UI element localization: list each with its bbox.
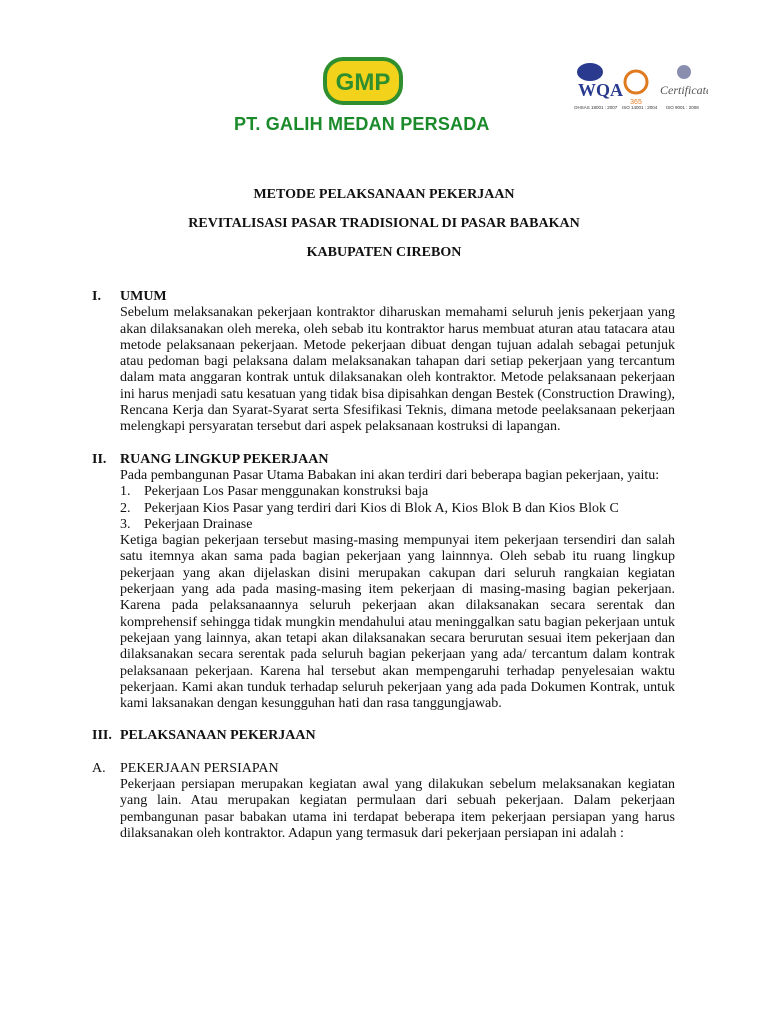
- globe-icon: [577, 63, 603, 81]
- list-text: Pekerjaan Kios Pasar yang terdiri dari Kios di Blok A, Kios Blok B dan Kios Blok C: [144, 500, 619, 516]
- cert-badge-number: 365: [630, 99, 642, 106]
- title-line-2: REVITALISASI PASAR TRADISIONAL DI PASAR BABAKAN: [188, 216, 580, 231]
- list-item: [120, 484, 675, 500]
- cert-badge-icon: [625, 71, 647, 93]
- list-text: Pekerjaan Drainase: [144, 516, 253, 532]
- section-ruang-paragraph: Ketiga bagian pekerjaan tersebut masing-masing mempunyai item pekerjaan tersendiri dan salah satu itemnya akan sama pada bagian pekerjaan yang lainnnya. Oleh sebab itu ruang lingkup pekerjaan yang akan dijelaskan disini merupakan cakupan dari seluruh rangkaian kegiatan pekerjaan yang ada pada masing-masing item pekerjaan di masing-masing bagian pekerjaan. Karena pada pelaksanaannya seluruh pekerjaan akan dilaksanakan secara serentak dan komprehensif sehingga tidak mungkin mendahului atau meninggalkan satu bagian pekerjaan untuk pekejaan yang lainnya, akan tetapi akan dilaksanakan secara berurutan sesuai item pekerjaan dan dilaksanakan secara serentak pada seluruh bagian pekerjaan yang ada/ tercantum dalam kontrak pelaksanaan pekerjaan. Karena hal tersebut akan mempengaruhi terhadap penyelesaian waktu pekerjaan. Kami akan tunduk terhadap seluruh pekerjaan yang ada pada Dokumen Kontrak, untuk kami laksanakan dengan kesungguhan hati dan rasa tanggungjawab.: [120, 533, 675, 712]
- list-number: 2.: [120, 500, 131, 516]
- list-item: [120, 501, 675, 517]
- subsection-title: PEKERJAAN PERSIAPAN: [120, 760, 279, 776]
- section-number: II.: [92, 451, 107, 467]
- section-pelaksanaan-heading: [92, 728, 675, 744]
- title-line-3: KABUPATEN CIREBON: [306, 245, 462, 260]
- subsection-persiapan-paragraph: Pekerjaan persiapan merupakan kegiatan awal yang dilakukan sebelum melaksanakan kegiatan yang lain. Atau merupakan kegiatan permulaan dari sebuah pekerjaan. Dalam pekerjaan pembangunan pasar babakan utama ini terdapat beberapa item pekerjaan persiapan yang harus dilaksanakan oleh kontraktor. Adapun yang termasuk dari pekerjaan persiapan ini adalah :: [120, 777, 675, 841]
- cert-logo-text: WQA: [578, 80, 623, 100]
- section-title: RUANG LINGKUP PEKERJAAN: [120, 451, 329, 467]
- list-item: [120, 517, 675, 533]
- certification-logos: [572, 60, 708, 112]
- cert-code-3: ISO 9001 : 2008: [666, 105, 699, 110]
- shield-icon: [677, 65, 691, 79]
- cert-word: Certificate: [660, 83, 708, 97]
- subsection-letter: A.: [92, 760, 106, 776]
- section-number: I.: [92, 289, 101, 304]
- list-text: Pekerjaan Los Pasar menggunakan konstruksi baja: [144, 484, 429, 500]
- subsection-persiapan-heading: [92, 761, 675, 777]
- title-line-1: METODE PELAKSANAAN PEKERJAAN: [253, 187, 515, 202]
- section-umum-heading: [92, 289, 675, 305]
- section-title: PELAKSANAAN PEKERJAAN: [120, 728, 316, 744]
- list-number: 1.: [120, 484, 131, 500]
- company-logo: [322, 56, 404, 106]
- section-title: UMUM: [120, 289, 167, 304]
- scope-list: [120, 484, 675, 533]
- section-number: III.: [92, 728, 112, 744]
- section-ruang-intro: Pada pembangunan Pasar Utama Babakan ini akan terdiri dari beberapa bagian pekerjaan, yaitu:: [120, 467, 660, 483]
- company-name: PT. GALIH MEDAN PERSADA: [234, 114, 490, 134]
- document-body: [92, 289, 675, 842]
- list-number: 3.: [120, 516, 131, 532]
- cert-code-2: ISO 14001 : 2004: [622, 105, 658, 110]
- cert-code-1: OHSAS 18001 : 2007: [574, 105, 618, 110]
- logo-text: GMP: [335, 69, 391, 96]
- section-ruang-heading: [92, 452, 675, 468]
- section-umum-paragraph: Sebelum melaksanakan pekerjaan kontraktor diharuskan memahami seluruh jenis pekerjaan yang akan dilaksanakan oleh mereka, oleh sebab itu kontraktor harus membuat aturan atau tatacara atau metode pelaksanaan pekerjaan. Metode pekerjaan dibuat dengan tujuan adalah sebagai petunjuk atau pedoman bagi pelaksana dalam melaksanakan tahapan dari setiap pekerjaan yang tercantum dalam mata anggaran kontrak untuk dilaksanakan oleh kontraktor. Metode pelaksanaan pekerjaan ini harus menjadi satu kesatuan yang tidak bisa dipisahkan dengan Bestek (Construction Drawing), Rencana Kerja dan Syarat-Syarat serta Sfesifikasi Teknis, dimana metode peelaksanaan pekerjaan melengkapi persyaratan tersebut dari aspek pelaksanaan kostruksi di lapangan.: [120, 305, 675, 435]
- document-title: [0, 187, 768, 274]
